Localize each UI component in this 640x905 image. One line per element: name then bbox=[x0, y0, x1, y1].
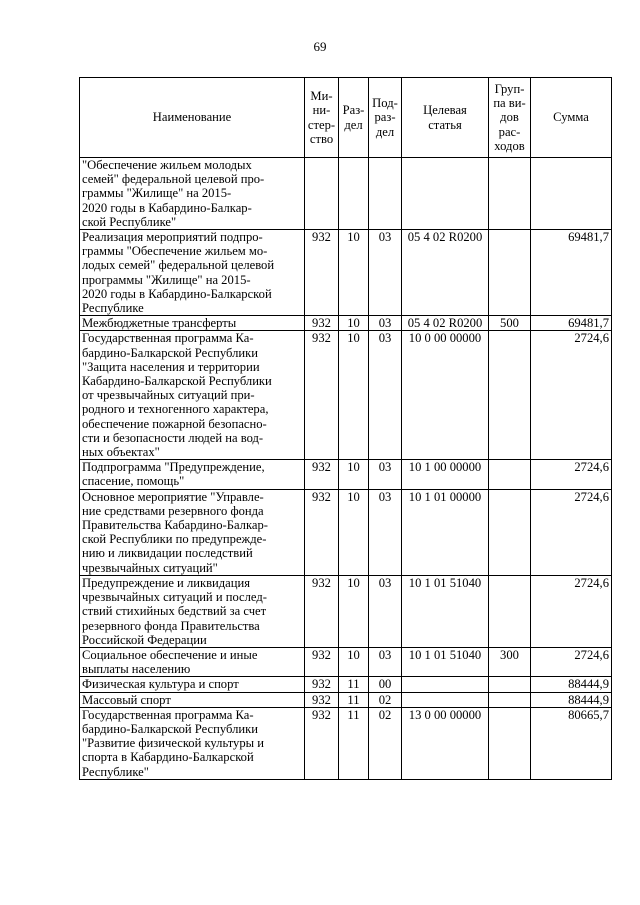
table-row bbox=[80, 460, 612, 489]
cell-section: 10 bbox=[339, 647, 369, 676]
cell-amount: 88444,9 bbox=[531, 692, 612, 707]
cell-subsection: 03 bbox=[369, 575, 402, 647]
cell-target bbox=[402, 677, 489, 692]
cell-expense-group bbox=[489, 575, 531, 647]
cell-section: 11 bbox=[339, 692, 369, 707]
cell-expense-group bbox=[489, 677, 531, 692]
cell-ministry: 932 bbox=[305, 230, 339, 316]
cell-amount: 2724,6 bbox=[531, 575, 612, 647]
page-number: 69 bbox=[313, 39, 327, 54]
table-row bbox=[80, 158, 612, 230]
cell-section: 11 bbox=[339, 707, 369, 779]
header-section: Раз- дел bbox=[339, 78, 369, 158]
cell-name: Государственная программа Ка- бардино-Балкарской Республики "Развитие физической культуры и спорта в Кабардино-Балкарской Республике" bbox=[80, 707, 305, 779]
cell-section: 10 bbox=[339, 316, 369, 331]
cell-amount: 88444,9 bbox=[531, 677, 612, 692]
cell-name: Физическая культура и спорт bbox=[80, 677, 305, 692]
cell-section: 10 bbox=[339, 460, 369, 489]
cell-name: Социальное обеспечение и иные выплаты населению bbox=[80, 647, 305, 676]
cell-amount bbox=[531, 158, 612, 230]
cell-ministry: 932 bbox=[305, 316, 339, 331]
cell-expense-group: 300 bbox=[489, 647, 531, 676]
cell-target: 13 0 00 00000 bbox=[402, 707, 489, 779]
header-amount: Сумма bbox=[531, 78, 612, 158]
table-row bbox=[80, 331, 612, 460]
cell-ministry bbox=[305, 158, 339, 230]
header-name: Наименование bbox=[80, 78, 305, 158]
header-expense-group: Груп- па ви- дов рас- ходов bbox=[489, 78, 531, 158]
cell-expense-group bbox=[489, 331, 531, 460]
cell-target: 10 0 00 00000 bbox=[402, 331, 489, 460]
cell-expense-group bbox=[489, 158, 531, 230]
table-row bbox=[80, 707, 612, 779]
cell-target bbox=[402, 692, 489, 707]
cell-section: 10 bbox=[339, 489, 369, 575]
table-row bbox=[80, 677, 612, 692]
cell-amount: 80665,7 bbox=[531, 707, 612, 779]
cell-ministry: 932 bbox=[305, 647, 339, 676]
cell-name: Массовый спорт bbox=[80, 692, 305, 707]
cell-section bbox=[339, 158, 369, 230]
cell-subsection: 00 bbox=[369, 677, 402, 692]
cell-section: 10 bbox=[339, 230, 369, 316]
cell-expense-group bbox=[489, 707, 531, 779]
table-row bbox=[80, 692, 612, 707]
cell-name: "Обеспечение жильем молодых семей" федеральной целевой про- граммы "Жилище" на 2015- 2020 годы в Кабардино-Балкар- ской Республике" bbox=[80, 158, 305, 230]
cell-amount: 2724,6 bbox=[531, 489, 612, 575]
header-target: Целевая статья bbox=[402, 78, 489, 158]
cell-section: 10 bbox=[339, 575, 369, 647]
cell-name: Реализация мероприятий подпро- граммы "Обеспечение жильем мо- лодых семей" федеральной целевой программы "Жилище" на 2015- 2020 годы в Кабардино-Балкарской Республике bbox=[80, 230, 305, 316]
cell-amount: 2724,6 bbox=[531, 460, 612, 489]
cell-amount: 69481,7 bbox=[531, 316, 612, 331]
cell-ministry: 932 bbox=[305, 692, 339, 707]
cell-target bbox=[402, 158, 489, 230]
cell-subsection: 03 bbox=[369, 647, 402, 676]
cell-subsection bbox=[369, 158, 402, 230]
cell-expense-group bbox=[489, 230, 531, 316]
cell-ministry: 932 bbox=[305, 460, 339, 489]
cell-target: 10 1 01 00000 bbox=[402, 489, 489, 575]
cell-name: Межбюджетные трансферты bbox=[80, 316, 305, 331]
cell-subsection: 03 bbox=[369, 331, 402, 460]
budget-table bbox=[79, 77, 612, 780]
cell-subsection: 03 bbox=[369, 489, 402, 575]
cell-name: Государственная программа Ка- бардино-Балкарской Республики "Защита населения и территории Кабардино-Балкарской Республики от чрезвычайных ситуаций при- родного и техногенного характера, обеспечение пожарной безопасно- сти и безопасности людей на вод- ных объектах" bbox=[80, 331, 305, 460]
cell-name: Подпрограмма "Предупреждение, спасение, помощь" bbox=[80, 460, 305, 489]
cell-ministry: 932 bbox=[305, 707, 339, 779]
cell-expense-group bbox=[489, 460, 531, 489]
cell-expense-group: 500 bbox=[489, 316, 531, 331]
cell-amount: 69481,7 bbox=[531, 230, 612, 316]
header-ministry: Ми- ни- стер- ство bbox=[305, 78, 339, 158]
table-row bbox=[80, 316, 612, 331]
table-row bbox=[80, 230, 612, 316]
cell-ministry: 932 bbox=[305, 331, 339, 460]
cell-ministry: 932 bbox=[305, 489, 339, 575]
header-subsection: Под- раз- дел bbox=[369, 78, 402, 158]
cell-section: 11 bbox=[339, 677, 369, 692]
cell-amount: 2724,6 bbox=[531, 331, 612, 460]
cell-subsection: 02 bbox=[369, 707, 402, 779]
cell-ministry: 932 bbox=[305, 677, 339, 692]
cell-target: 10 1 01 51040 bbox=[402, 647, 489, 676]
cell-subsection: 03 bbox=[369, 230, 402, 316]
cell-target: 10 1 01 51040 bbox=[402, 575, 489, 647]
cell-target: 05 4 02 R0200 bbox=[402, 230, 489, 316]
table-row bbox=[80, 575, 612, 647]
cell-subsection: 03 bbox=[369, 460, 402, 489]
cell-name: Предупреждение и ликвидация чрезвычайных ситуаций и послед- ствий стихийных бедствий за счет резервного фонда Правительства Российской Федерации bbox=[80, 575, 305, 647]
table-row bbox=[80, 647, 612, 676]
cell-subsection: 02 bbox=[369, 692, 402, 707]
table-header-row bbox=[80, 78, 612, 158]
cell-target: 10 1 00 00000 bbox=[402, 460, 489, 489]
cell-expense-group bbox=[489, 692, 531, 707]
table-row bbox=[80, 489, 612, 575]
cell-subsection: 03 bbox=[369, 316, 402, 331]
cell-name: Основное мероприятие "Управле- ние средствами резервного фонда Правительства Кабардино-Балкар- ской Республики по предупрежде- нию и ликвидации последствий чрезвычайных ситуаций" bbox=[80, 489, 305, 575]
cell-target: 05 4 02 R0200 bbox=[402, 316, 489, 331]
cell-section: 10 bbox=[339, 331, 369, 460]
cell-ministry: 932 bbox=[305, 575, 339, 647]
cell-expense-group bbox=[489, 489, 531, 575]
cell-amount: 2724,6 bbox=[531, 647, 612, 676]
